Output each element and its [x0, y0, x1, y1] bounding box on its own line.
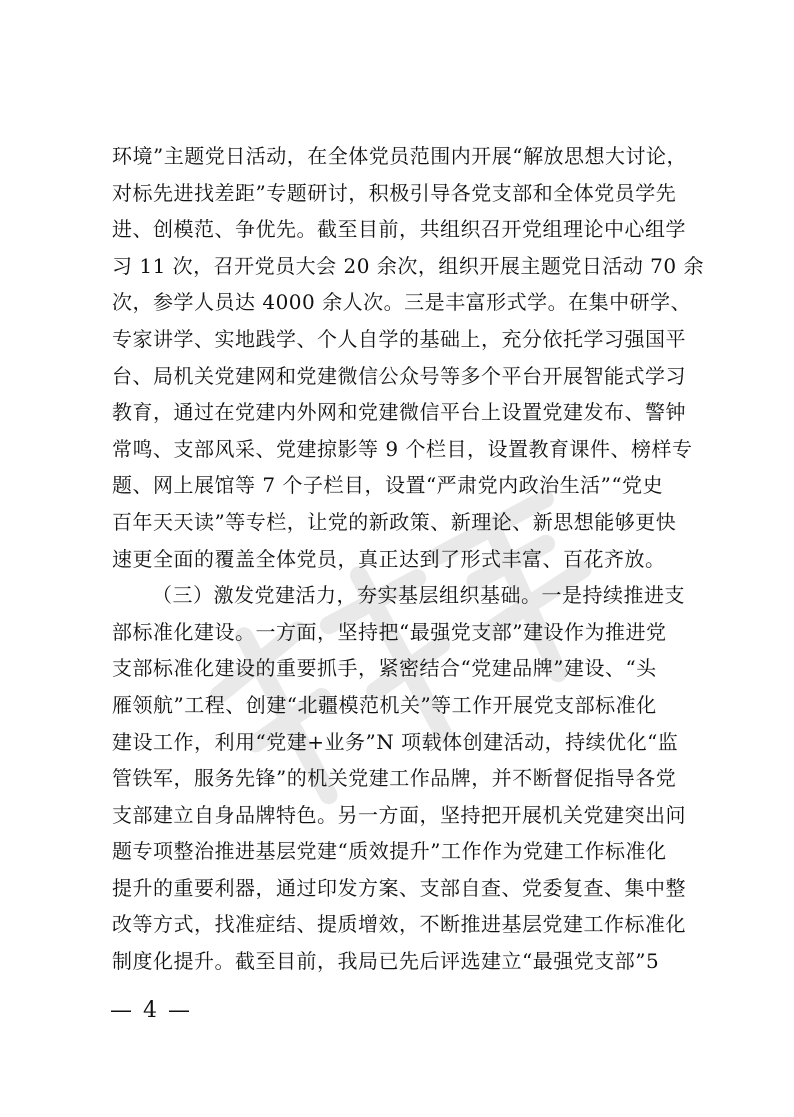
- text-line: 对标先进找差距”专题研讨，积极引导各党支部和全体党员学先: [112, 180, 677, 205]
- section-heading-continuation: 一是持续推进支: [541, 583, 685, 608]
- page-number: — 4 —: [110, 998, 192, 1023]
- text-line: 教育，通过在党建内外网和党建微信平台上设置党建发布、警钟: [112, 400, 686, 425]
- text-line: 题专项整治推进基层党建“质效提升”工作作为党建工作标准化: [112, 839, 667, 864]
- text-line: 支部标准化建设的重要抓手，紧密结合“党建品牌”建设、“头: [112, 656, 657, 681]
- text-line: 提升的重要利器，通过印发方案、支部自查、党委复查、集中整: [112, 875, 686, 900]
- text-line: 百年天天读”等专栏，让党的新政策、新理论、新思想能够更快: [112, 509, 677, 534]
- text-line: 环境”主题党日活动，在全体党员范围内开展“解放思想大讨论，: [112, 144, 687, 168]
- text-line: 建设工作，利用“党建+业务”N 项载体创建活动，持续优化“监: [112, 729, 679, 754]
- text-line: 次，参学人员达 4000 余人次。三是丰富形式学。在集中研学、: [112, 290, 692, 315]
- text-line: 速更全面的覆盖全体党员，真正达到了形式丰富、百花齐放。: [112, 546, 666, 571]
- text-line: 题、网上展馆等 7 个子栏目，设置“严肃党内政治生活”“党史: [112, 473, 664, 498]
- text-line: 改等方式，找准症结、提质增效，不断推进基层党建工作标准化: [112, 912, 686, 937]
- text-line: 进、创模范、争优先。截至目前，共组织召开党组理论中心组学: [112, 217, 686, 242]
- text-line: 台、局机关党建网和党建微信公众号等多个平台开展智能式学习: [112, 363, 686, 388]
- text-line: 支部建立自身品牌特色。另一方面，坚持把开展机关党建突出问: [112, 802, 686, 827]
- text-line: 管铁军，服务先锋”的机关党建工作品牌，并不断督促指导各党: [112, 766, 677, 791]
- text-line: 制度化提升。截至目前，我局已先后评选建立“最强党支部”5: [112, 949, 660, 974]
- text-line: 部标准化建设。一方面，坚持把“最强党支部”建设作为推进党: [112, 619, 667, 644]
- text-line: 习 11 次，召开党员大会 20 余次，组织开展主题党日活动 70 余: [112, 253, 704, 278]
- text-line: 雁领航”工程、创建“北疆模范机关”等工作开展党支部标准化: [112, 692, 657, 717]
- text-line: 常鸣、支部风采、党建掠影等 9 个栏目，设置教育课件、榜样专: [112, 436, 693, 461]
- section-heading-line: [112, 577, 692, 614]
- body-text: [112, 138, 704, 980]
- section-heading: （三）激发党建活力，夯实基层组织基础。: [152, 583, 542, 608]
- text-line: 专家讲学、实地践学、个人自学的基础上，充分依托学习强国平: [112, 326, 686, 351]
